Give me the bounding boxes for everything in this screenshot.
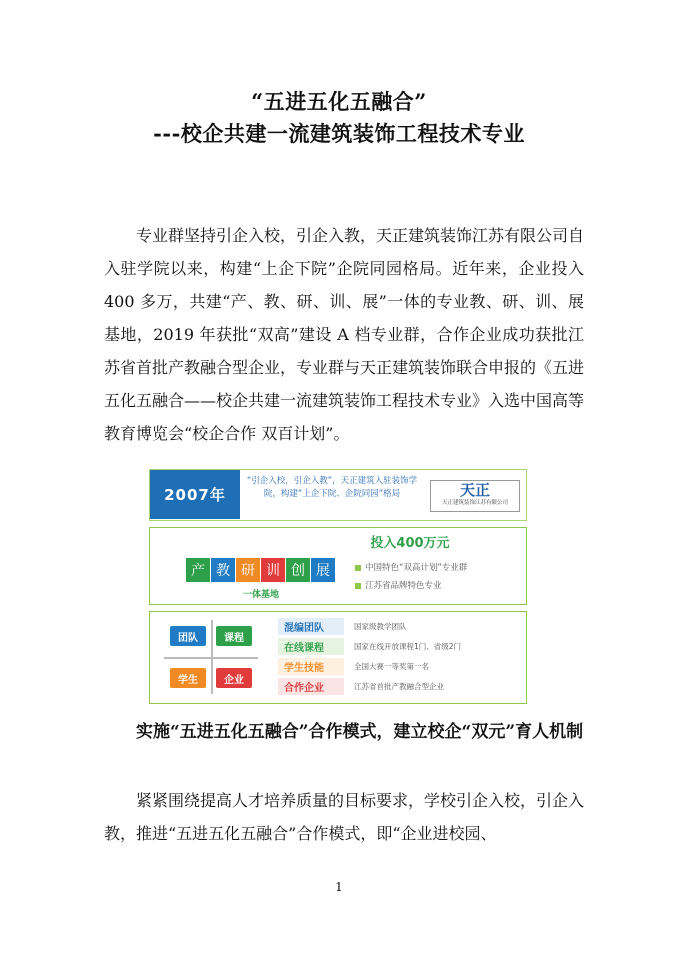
achievement-label: 合作企业 bbox=[278, 678, 344, 695]
logo-main-text: 天正 bbox=[459, 481, 490, 499]
figure-year: 2007年 bbox=[150, 470, 240, 519]
investment-label: 投入400万元 bbox=[370, 536, 450, 551]
figure-slogan: “引企入校，引企入教”，天正建筑入驻装饰学院，构建“上企下院、企院同园”格局 bbox=[246, 476, 418, 499]
achievement-desc: 江苏省首批产教融合型企业 bbox=[354, 682, 444, 691]
document-title: “五进五化五融合” bbox=[251, 89, 427, 114]
figure-year-panel bbox=[149, 469, 527, 521]
achievement-desc: 国家级教学团队 bbox=[354, 622, 407, 631]
tile-jiao: 教 bbox=[211, 558, 235, 582]
bullet-square-icon bbox=[355, 565, 361, 571]
achievement-label: 混编团队 bbox=[278, 618, 344, 635]
bullet-text: 江苏省品牌特色专业 bbox=[365, 581, 442, 591]
quadrant-student: 学生 bbox=[170, 668, 206, 688]
achievement-row bbox=[278, 638, 522, 656]
achievement-desc: 全国大赛一等奖第一名 bbox=[354, 662, 429, 671]
tile-zhan: 展 bbox=[311, 558, 335, 582]
bullet-item bbox=[355, 561, 467, 573]
quadrant-course: 课程 bbox=[216, 626, 252, 646]
quadrant-team: 团队 bbox=[170, 626, 206, 646]
tile-chuang: 创 bbox=[286, 558, 310, 582]
intro-paragraph-text: 专业群坚持引企入校，引企入教，天正建筑装饰江苏有限公司自入驻学院以来，构建“上企下院”企院同园格局。近年来，企业投入 400 多万，共建“产、教、研、训、展”一体的专业教、研、训、展基地，2019 年获批“双高”建设 A 档专业群，合作企业成功获批江苏省首批产教融合型企业，专业群与天正建筑装饰联合申报的《五进五化五融合——校企共建一流建筑装饰工程技术专业》入选中国高等教育博览会“校企合作 双百计划”。 bbox=[104, 226, 585, 443]
achievement-label: 学生技能 bbox=[278, 658, 344, 675]
page-number: 1 bbox=[335, 880, 343, 894]
quadrant-enterprise: 企业 bbox=[216, 668, 252, 688]
tile-xun: 训 bbox=[261, 558, 285, 582]
quadrant-divider bbox=[211, 620, 213, 694]
body-paragraph bbox=[104, 784, 584, 850]
intro-paragraph bbox=[104, 219, 584, 450]
achievement-row bbox=[278, 658, 522, 676]
tile-chan: 产 bbox=[186, 558, 210, 582]
document-subtitle: ---校企共建一流建筑装饰工程技术专业 bbox=[153, 121, 525, 146]
body-paragraph-text: 紧紧围绕提高人才培养质量的目标要求，学校引企入校，引企入教，推进“五进五化五融合”合作模式，即“企业进校园、 bbox=[104, 791, 585, 843]
figure-achievement-panel bbox=[149, 611, 527, 704]
cooperation-figure bbox=[149, 469, 527, 704]
tianzheng-logo bbox=[430, 480, 520, 512]
achievement-label: 在线课程 bbox=[278, 638, 344, 655]
achievement-desc: 国家在线开放课程1门、省级2门 bbox=[354, 642, 462, 651]
bullet-item bbox=[355, 579, 442, 591]
logo-sub-text: 天正建筑装饰江苏有限公司 bbox=[441, 500, 508, 506]
achievement-row bbox=[278, 678, 522, 696]
section-heading: 实施“五进五化五融合”合作模式，建立校企“双元”育人机制 bbox=[136, 722, 584, 742]
bullet-text: 中国特色“双高计划”专业群 bbox=[365, 563, 468, 573]
achievement-row bbox=[278, 618, 522, 636]
bullet-square-icon bbox=[355, 583, 361, 589]
base-label: 一体基地 bbox=[242, 590, 279, 600]
figure-investment-panel bbox=[149, 527, 527, 605]
tile-yan: 研 bbox=[236, 558, 260, 582]
